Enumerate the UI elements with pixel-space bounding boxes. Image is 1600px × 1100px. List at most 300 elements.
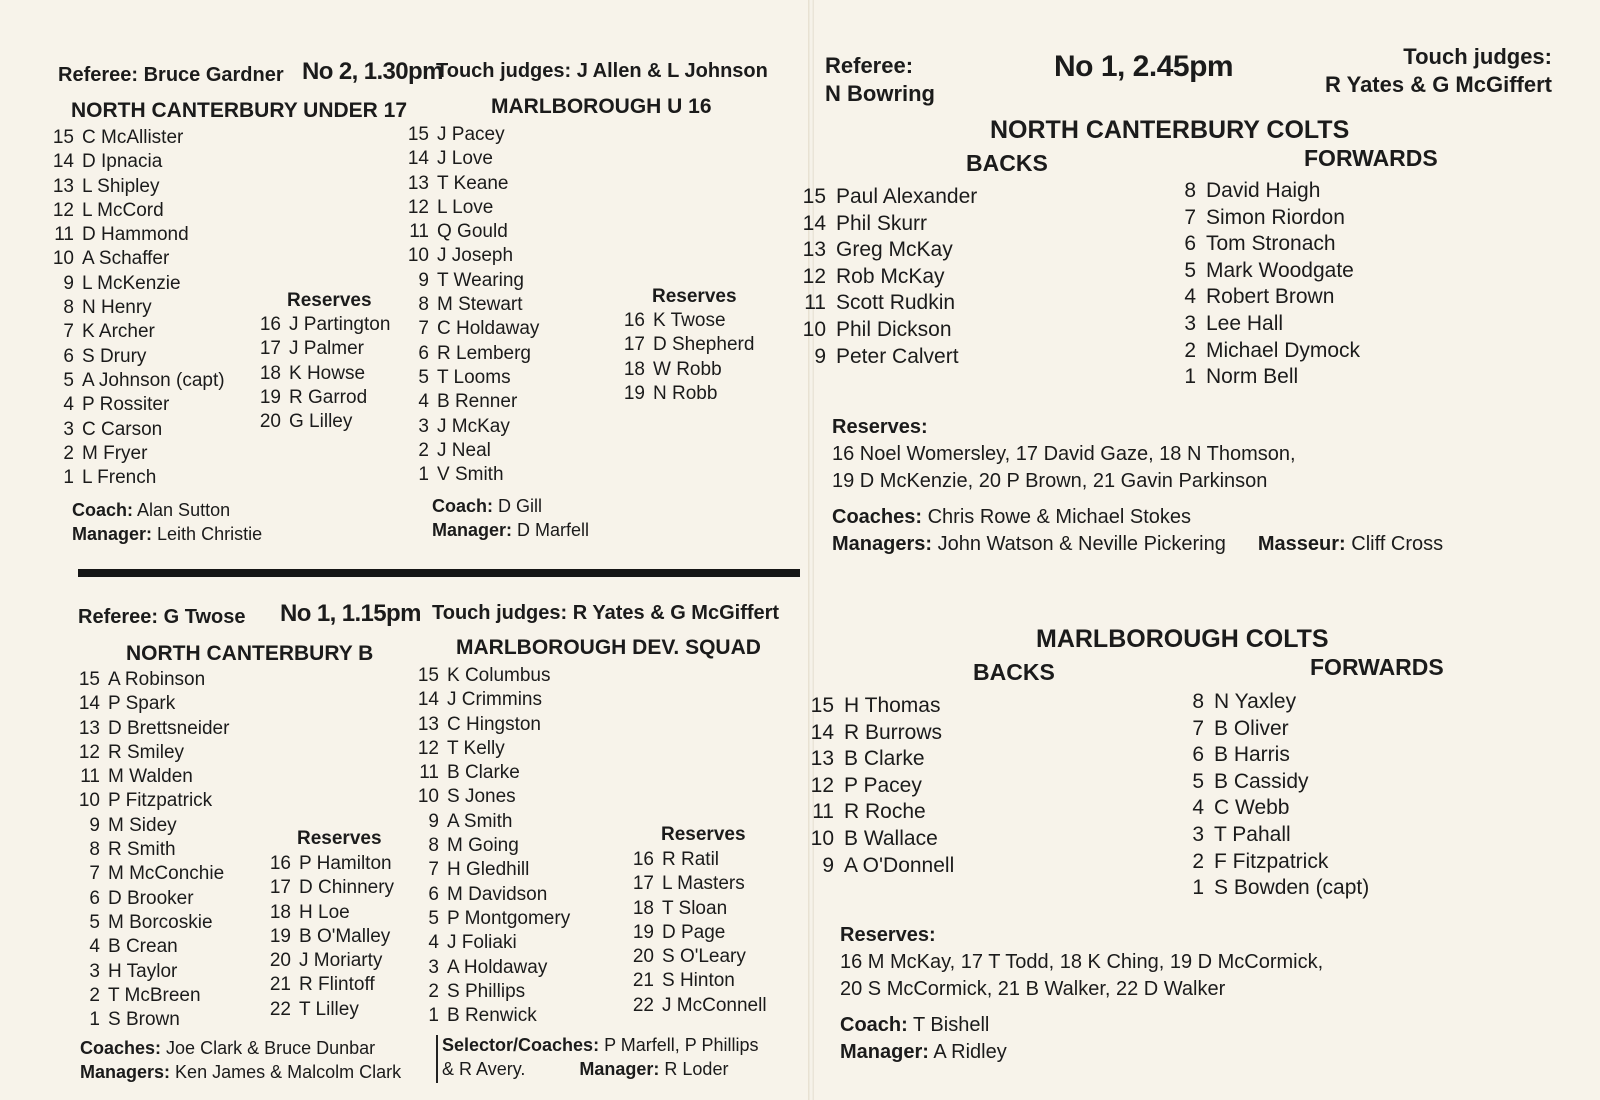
player-name: M Going xyxy=(447,835,519,857)
player-row xyxy=(74,862,229,886)
jersey-number: 16 xyxy=(259,314,281,335)
jersey-number: 3 xyxy=(1192,822,1204,846)
jersey-number: 3 xyxy=(428,956,439,978)
coach-name: T Bishell xyxy=(913,1014,990,1036)
player-name: L McCord xyxy=(82,199,164,221)
jersey-number: 9 xyxy=(428,810,439,832)
player-row xyxy=(628,969,767,993)
jersey-number: 10 xyxy=(417,786,439,808)
player-row xyxy=(628,921,767,945)
match1-away-reserves-label: Reserves xyxy=(652,286,737,307)
jersey-number: 22 xyxy=(632,994,654,1016)
player-row xyxy=(403,196,539,220)
player-row xyxy=(255,362,390,386)
player-row xyxy=(74,984,229,1008)
jersey-number: 13 xyxy=(407,172,429,194)
manager-name: Leith Christie xyxy=(157,524,263,544)
match1-away-reserves xyxy=(619,309,754,406)
player-row xyxy=(413,713,570,737)
player-name: Scott Rudkin xyxy=(836,291,956,315)
match3-away-reserves xyxy=(840,922,1323,1003)
match3-home-backs xyxy=(798,184,977,370)
jersey-number: 15 xyxy=(52,127,74,148)
player-name: M Davidson xyxy=(447,883,548,905)
player-name: A Holdaway xyxy=(447,956,548,978)
match3-referee-name: N Bowring xyxy=(825,81,935,106)
match2-slot: No 1, 1.15pm xyxy=(280,600,421,627)
player-name: Norm Bell xyxy=(1206,365,1299,389)
coaches-label: Coaches: xyxy=(832,506,923,528)
player-row xyxy=(48,320,225,344)
manager-name: D Marfell xyxy=(517,520,590,540)
jersey-number: 2 xyxy=(418,439,429,461)
match2-away-players xyxy=(413,664,570,1028)
coach-label: Coach: xyxy=(72,500,134,520)
player-name: L Love xyxy=(437,196,494,218)
player-name: J Joseph xyxy=(437,245,514,267)
jersey-number: 6 xyxy=(89,887,100,909)
jersey-number: 13 xyxy=(802,238,826,262)
player-name: K Columbus xyxy=(447,665,551,686)
jersey-number: 4 xyxy=(89,936,100,958)
player-row xyxy=(798,344,977,371)
player-row xyxy=(628,897,767,921)
player-row xyxy=(1168,258,1360,285)
player-name: Robert Brown xyxy=(1206,285,1335,309)
player-name: B Wallace xyxy=(844,826,938,850)
match2-home-reserves xyxy=(265,852,394,1022)
jersey-number: 8 xyxy=(1192,690,1204,713)
jersey-number: 6 xyxy=(63,345,74,367)
player-name: L McKenzie xyxy=(82,272,181,294)
jersey-number: 1 xyxy=(418,464,429,486)
jersey-number: 18 xyxy=(632,897,654,919)
player-name: C Carson xyxy=(82,418,163,440)
player-row xyxy=(1176,769,1369,796)
match3-home-forwards-label: FORWARDS xyxy=(1304,145,1438,171)
coach-name: D Gill xyxy=(498,496,543,516)
player-name: D Brettsneider xyxy=(108,717,230,739)
player-name: J Love xyxy=(437,148,493,170)
jersey-number: 11 xyxy=(812,800,834,824)
match1-home-players xyxy=(48,126,225,490)
player-row xyxy=(403,415,539,439)
player-row xyxy=(48,442,225,466)
player-row xyxy=(403,439,539,463)
match3-home-reserves xyxy=(832,414,1296,495)
player-row xyxy=(255,410,390,434)
jersey-number: 15 xyxy=(810,694,834,717)
jersey-number: 16 xyxy=(632,849,654,870)
player-row xyxy=(403,220,539,244)
match1-home-reserves xyxy=(255,313,390,434)
jersey-number: 8 xyxy=(89,839,100,861)
player-row xyxy=(806,693,954,720)
player-name: S Brown xyxy=(108,1009,180,1031)
manager-label: Manager: xyxy=(72,524,153,544)
player-row xyxy=(413,810,570,834)
player-name: C Holdaway xyxy=(437,318,540,340)
player-row xyxy=(413,883,570,907)
jersey-number: 2 xyxy=(1192,849,1204,873)
player-name: W Robb xyxy=(653,358,722,380)
player-name: G Lilley xyxy=(289,411,353,433)
selector-names-cont: & R Avery. xyxy=(442,1059,526,1079)
jersey-number: 9 xyxy=(89,814,100,836)
player-row xyxy=(806,853,954,880)
match3-home-forwards xyxy=(1168,178,1360,391)
jersey-number: 8 xyxy=(428,835,439,857)
manager-name: A Ridley xyxy=(933,1041,1007,1063)
jersey-number: 19 xyxy=(623,382,645,404)
player-row xyxy=(798,317,977,344)
jersey-number: 14 xyxy=(78,693,100,715)
jersey-number: 9 xyxy=(814,344,826,368)
match1-referee: Referee: Bruce Gardner xyxy=(58,64,284,86)
reserves-label: Reserves: xyxy=(832,416,928,438)
jersey-number: 14 xyxy=(802,211,826,235)
player-row xyxy=(48,175,225,199)
player-row xyxy=(74,814,229,838)
match1-home-reserves-label: Reserves xyxy=(287,290,372,311)
player-name: T Keane xyxy=(437,172,509,194)
jersey-number: 7 xyxy=(418,318,429,340)
jersey-number: 17 xyxy=(623,334,645,356)
player-row xyxy=(806,799,954,826)
jersey-number: 2 xyxy=(89,984,100,1006)
masseur-label: Masseur: xyxy=(1257,533,1346,555)
player-row xyxy=(798,184,977,211)
manager-label: Manager: xyxy=(432,520,513,540)
player-name: A Schaffer xyxy=(82,248,170,270)
player-name: M Sidey xyxy=(108,814,177,836)
jersey-number: 6 xyxy=(1184,232,1196,256)
player-row xyxy=(48,369,225,393)
player-row xyxy=(403,317,539,341)
jersey-number: 2 xyxy=(1184,338,1196,362)
manager-label: Manager: xyxy=(840,1041,929,1063)
selector-label: Selector/Coaches: xyxy=(442,1035,600,1055)
player-row xyxy=(403,342,539,366)
player-row xyxy=(48,345,225,369)
jersey-number: 1 xyxy=(89,1009,100,1031)
player-row xyxy=(255,386,390,410)
player-name: F Fitzpatrick xyxy=(1214,849,1329,873)
match1-away-team-name: MARLBOROUGH U 16 xyxy=(491,95,712,118)
jersey-number: 5 xyxy=(63,369,74,391)
player-row xyxy=(403,172,539,196)
player-name: M Stewart xyxy=(437,294,523,316)
jersey-number: 13 xyxy=(417,713,439,735)
jersey-number: 6 xyxy=(428,883,439,905)
jersey-number: 11 xyxy=(419,762,439,784)
player-name: M Fryer xyxy=(82,442,148,464)
player-name: J Moriarty xyxy=(299,950,383,972)
player-row xyxy=(74,765,229,789)
jersey-number: 19 xyxy=(632,921,654,943)
player-name: J Neal xyxy=(437,439,491,461)
player-name: Q Gould xyxy=(437,221,508,243)
player-name: B Harris xyxy=(1214,743,1290,767)
jersey-number: 21 xyxy=(269,974,291,996)
reserves-label: Reserves: xyxy=(840,924,936,946)
player-row xyxy=(403,463,539,487)
player-name: B O'Malley xyxy=(299,925,391,947)
jersey-number: 3 xyxy=(89,960,100,982)
player-name: C Hingston xyxy=(447,713,541,735)
player-name: R Ratil xyxy=(662,849,720,870)
player-row xyxy=(265,949,394,973)
player-name: A Smith xyxy=(447,810,513,832)
player-name: K Howse xyxy=(289,362,366,384)
jersey-number: 12 xyxy=(810,773,834,797)
player-name: P Montgomery xyxy=(447,907,571,929)
player-name: A Robinson xyxy=(108,669,206,690)
player-name: M Borcoskie xyxy=(108,911,213,933)
jersey-number: 17 xyxy=(269,877,291,899)
player-name: T Sloan xyxy=(662,897,728,919)
match2-away-staff xyxy=(442,1033,758,1081)
player-name: M Walden xyxy=(108,766,193,788)
player-row xyxy=(413,737,570,761)
match2-touch-judges: Touch judges: R Yates & G McGiffert xyxy=(432,602,780,624)
jersey-number: 17 xyxy=(259,338,281,360)
jersey-number: 16 xyxy=(269,853,291,874)
player-name: R Smiley xyxy=(108,741,185,763)
jersey-number: 12 xyxy=(407,196,429,218)
match2-home-team-name: NORTH CANTERBURY B xyxy=(126,642,374,665)
player-row xyxy=(48,296,225,320)
player-name: Greg McKay xyxy=(836,238,953,262)
player-row xyxy=(413,834,570,858)
player-row xyxy=(619,358,754,382)
match3-referee-block xyxy=(825,52,935,108)
player-row xyxy=(1168,284,1360,311)
player-name: N Robb xyxy=(653,382,718,404)
jersey-number: 21 xyxy=(632,970,654,992)
coach-name: Alan Sutton xyxy=(137,500,231,520)
jersey-number: 8 xyxy=(418,294,429,316)
player-row xyxy=(403,123,539,147)
manager-name: R Loder xyxy=(664,1059,729,1079)
player-row xyxy=(265,973,394,997)
match3-home-team-name: NORTH CANTERBURY COLTS xyxy=(990,116,1350,144)
match2-referee: Referee: G Twose xyxy=(78,606,246,628)
player-row xyxy=(1176,849,1369,876)
jersey-number: 4 xyxy=(1192,796,1204,820)
player-row xyxy=(74,668,229,692)
match3-away-staff xyxy=(840,1012,1007,1066)
player-row xyxy=(798,237,977,264)
player-name: K Twose xyxy=(653,310,726,331)
player-name: T Pahall xyxy=(1214,822,1291,846)
player-name: B Cassidy xyxy=(1214,769,1309,793)
player-name: N Yaxley xyxy=(1214,690,1297,713)
jersey-number: 7 xyxy=(1184,205,1196,229)
player-name: V Smith xyxy=(437,464,504,486)
player-name: L Shipley xyxy=(82,175,160,197)
match3-home-backs-label: BACKS xyxy=(966,150,1048,176)
player-row xyxy=(48,418,225,442)
match1-touch-judges: Touch judges: J Allen & L Johnson xyxy=(436,60,768,82)
jersey-number: 7 xyxy=(1192,716,1204,740)
match3-touch-names: R Yates & G McGiffert xyxy=(1325,72,1552,97)
player-row xyxy=(413,956,570,980)
player-row xyxy=(48,466,225,490)
match1-home-staff xyxy=(72,498,262,546)
coaches-names: Chris Rowe & Michael Stokes xyxy=(927,506,1192,528)
player-row xyxy=(413,980,570,1004)
player-row xyxy=(403,244,539,268)
jersey-number: 12 xyxy=(52,199,74,221)
manager-label: Manager: xyxy=(579,1059,660,1079)
player-row xyxy=(1168,338,1360,365)
player-name: B Renner xyxy=(437,391,518,413)
player-name: L Masters xyxy=(662,873,745,895)
player-row xyxy=(403,366,539,390)
player-row xyxy=(265,925,394,949)
jersey-number: 10 xyxy=(810,826,834,850)
match2-home-players xyxy=(74,668,229,1032)
player-name: R Burrows xyxy=(844,720,943,744)
jersey-number: 15 xyxy=(417,665,439,686)
match3-away-forwards-label: FORWARDS xyxy=(1310,654,1444,680)
coach-label: Coach: xyxy=(432,496,494,516)
jersey-number: 15 xyxy=(78,669,100,690)
jersey-number: 18 xyxy=(623,358,645,380)
player-name: H Thomas xyxy=(844,694,941,717)
player-name: D Shepherd xyxy=(653,334,755,356)
jersey-number: 1 xyxy=(428,1005,439,1027)
player-name: S Drury xyxy=(82,345,147,367)
player-row xyxy=(619,333,754,357)
jersey-number: 1 xyxy=(1184,365,1196,389)
player-name: A Johnson (capt) xyxy=(82,369,225,391)
player-name: S Hinton xyxy=(662,970,735,992)
jersey-number: 15 xyxy=(407,124,429,145)
managers-names: Ken James & Malcolm Clark xyxy=(175,1062,402,1082)
page-fold xyxy=(808,0,814,1100)
player-name: Rob McKay xyxy=(836,264,945,288)
player-name: H Taylor xyxy=(108,960,178,982)
player-row xyxy=(413,931,570,955)
player-name: N Henry xyxy=(82,297,152,319)
player-name: R Smith xyxy=(108,839,176,861)
player-row xyxy=(1168,178,1360,205)
jersey-number: 4 xyxy=(428,932,439,954)
jersey-number: 17 xyxy=(632,873,654,895)
reserves-line-2: 19 D McKenzie, 20 P Brown, 21 Gavin Parkinson xyxy=(832,470,1268,492)
jersey-number: 15 xyxy=(802,185,826,208)
player-row xyxy=(1176,822,1369,849)
player-name: D Hammond xyxy=(82,224,189,246)
jersey-number: 14 xyxy=(52,151,74,173)
jersey-number: 11 xyxy=(54,224,74,246)
player-name: J Partington xyxy=(289,314,391,335)
player-row xyxy=(74,935,229,959)
player-row xyxy=(74,692,229,716)
player-name: M McConchie xyxy=(108,863,225,885)
player-name: B Renwick xyxy=(447,1005,537,1027)
player-name: Peter Calvert xyxy=(836,344,959,368)
jersey-number: 8 xyxy=(63,297,74,319)
coach-label: Coach: xyxy=(840,1014,908,1036)
reserves-line-2: 20 S McCormick, 21 B Walker, 22 D Walker xyxy=(840,978,1226,1000)
jersey-number: 7 xyxy=(89,863,100,885)
match3-slot: No 1, 2.45pm xyxy=(1054,50,1234,83)
jersey-number: 13 xyxy=(52,175,74,197)
player-row xyxy=(628,848,767,872)
player-name: T McBreen xyxy=(108,984,201,1006)
match2-away-reserves-label: Reserves xyxy=(661,824,746,845)
match3-touch-block xyxy=(1300,43,1552,99)
player-row xyxy=(806,773,954,800)
player-row xyxy=(1176,689,1369,716)
player-row xyxy=(1168,231,1360,258)
managers-names: John Watson & Neville Pickering xyxy=(937,533,1226,555)
match2-home-staff xyxy=(80,1036,401,1084)
player-row xyxy=(74,789,229,813)
match3-away-team-name: MARLBOROUGH COLTS xyxy=(1036,625,1329,653)
player-row xyxy=(265,901,394,925)
player-name: Phil Dickson xyxy=(836,317,952,341)
player-name: J Foliaki xyxy=(447,932,517,954)
player-name: Paul Alexander xyxy=(836,185,978,208)
player-name: P Rossiter xyxy=(82,394,170,416)
player-row xyxy=(74,911,229,935)
player-row xyxy=(413,761,570,785)
player-name: D Page xyxy=(662,921,726,943)
player-name: R Flintoff xyxy=(299,974,375,996)
jersey-number: 12 xyxy=(78,741,100,763)
coaches-names: Joe Clark & Bruce Dunbar xyxy=(166,1038,376,1058)
jersey-number: 8 xyxy=(1184,179,1196,202)
player-row xyxy=(413,1004,570,1028)
player-row xyxy=(48,199,225,223)
player-row xyxy=(1176,795,1369,822)
jersey-number: 6 xyxy=(418,342,429,364)
player-name: P Fitzpatrick xyxy=(108,790,213,812)
jersey-number: 7 xyxy=(63,321,74,343)
player-row xyxy=(413,785,570,809)
jersey-number: 1 xyxy=(1192,876,1204,900)
jersey-number: 20 xyxy=(259,411,281,433)
player-row xyxy=(798,211,977,238)
match2-away-reserves xyxy=(628,848,767,1018)
player-row xyxy=(74,838,229,862)
jersey-number: 14 xyxy=(407,148,429,170)
jersey-number: 12 xyxy=(802,264,826,288)
player-row xyxy=(413,858,570,882)
player-row xyxy=(403,147,539,171)
player-row xyxy=(413,688,570,712)
jersey-number: 9 xyxy=(418,269,429,291)
jersey-number: 9 xyxy=(822,853,834,877)
match2-away-team-name: MARLBOROUGH DEV. SQUAD xyxy=(456,636,761,659)
match3-away-backs-label: BACKS xyxy=(973,659,1055,685)
jersey-number: 5 xyxy=(1184,258,1196,282)
player-name: Michael Dymock xyxy=(1206,338,1361,362)
managers-label: Managers: xyxy=(80,1062,171,1082)
player-row xyxy=(798,290,977,317)
player-name: A O'Donnell xyxy=(844,853,955,877)
jersey-number: 22 xyxy=(269,998,291,1020)
player-name: L French xyxy=(82,467,157,489)
player-row xyxy=(413,907,570,931)
player-name: D Ipnacia xyxy=(82,151,163,173)
match3-home-staff xyxy=(832,504,1443,558)
player-name: P Spark xyxy=(108,693,176,715)
